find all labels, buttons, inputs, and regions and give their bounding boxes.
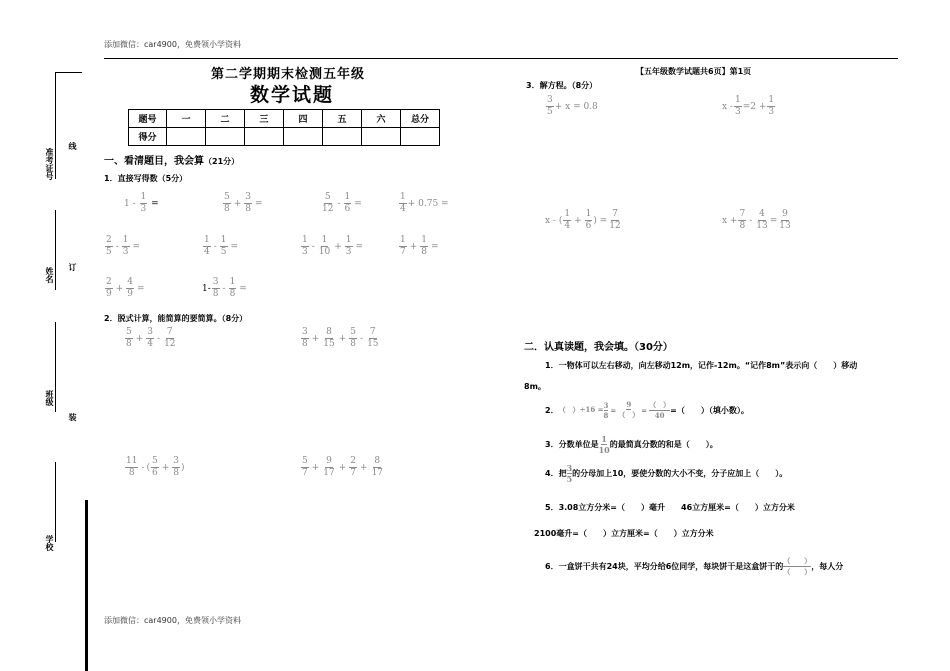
score-header-cell: 六 [362, 110, 401, 128]
calc-item-1: $\frac{5}{8}$ + $\frac{3}{4}$ - $\frac{7}{12}$ [126, 327, 176, 349]
side-line-3 [55, 322, 56, 412]
watermark-bottom: 添加微信：car4900，免费领小学资料 [104, 616, 241, 625]
score-cell[interactable] [167, 128, 206, 146]
page-info: 【五年级数学试题共6页】第1页 [636, 67, 752, 76]
direct-item-9: $\frac{2}{9}$ + $\frac{4}{9}$ = [106, 277, 145, 299]
equation-3: x - ( $\frac{1}{4}$ + $\frac{1}{6}$ ) = $\frac{7}{12}$ [545, 209, 621, 231]
direct-item-4: $\frac{1}{4}$ + 0.75 = [400, 192, 449, 214]
score-header-cell: 题号 [129, 110, 167, 128]
binding-zhuang: 装 [68, 413, 77, 421]
fill-q4: 4．把 3 5 的分母加上10，要使分数的大小不变，分子应加上（ ）。 [545, 463, 788, 484]
equation-2: x - $\frac{1}{3}$ =2 + $\frac{1}{3}$ [722, 95, 775, 117]
side-line-2 [55, 210, 56, 290]
binding-ding: 订 [68, 263, 77, 271]
section2-title: 二．认真读题，我会填。（30分） [524, 342, 673, 353]
fill-q1-cont: 8m。 [524, 382, 546, 391]
section3-heading: 3．解方程。（8分） [526, 81, 598, 90]
top-rule [104, 58, 898, 59]
direct-item-3: $\frac{5}{12}$ - $\frac{1}{6}$ = [322, 192, 362, 214]
score-header-cell: 二 [206, 110, 245, 128]
side-tick-1 [55, 72, 82, 73]
equation-1: $\frac{3}{5}$ + x = 0.8 [547, 95, 598, 117]
score-header-row [129, 110, 440, 128]
direct-item-7: $\frac{1}{3}$ - $\frac{1}{10}$ + $\frac{1}{3}$ = [302, 235, 364, 257]
score-header-cell: 一 [167, 110, 206, 128]
exam-subtitle: 数学试题 [250, 84, 335, 106]
watermark-top: 添加微信：car4900，免费领小学资料 [104, 40, 241, 49]
side-line-4 [55, 462, 56, 542]
score-table [128, 109, 440, 146]
class-label: 班级 [45, 390, 54, 406]
fill-q3: 3．分数单位是 1 10 的最简真分数的和是（ ）。 [545, 434, 718, 455]
direct-item-6: $\frac{1}{4}$ - $\frac{1}{5}$ = [204, 235, 239, 257]
section1-title: 一、看清题目，我会算（21分） [104, 156, 240, 167]
score-cell[interactable] [206, 128, 245, 146]
q2-heading: 2．脱式计算，能简算的要简算。（8分） [104, 314, 248, 323]
binding-xian: 线 [68, 142, 77, 150]
score-header-cell: 总分 [401, 110, 440, 128]
direct-item-1: 1 - $\frac{1}{3}$ = [124, 192, 159, 214]
calc-item-4: $\frac{5}{7}$ + $\frac{9}{17}$ + $\frac{2}{7}$ + $\frac{8}{17}$ [302, 456, 384, 478]
calc-item-2: $\frac{3}{8}$ + $\frac{8}{15}$ + $\frac{5}{8}$ - $\frac{7}{15}$ [302, 327, 379, 349]
score-cell[interactable] [362, 128, 401, 146]
score-header-cell: 三 [245, 110, 284, 128]
direct-item-10: 1- $\frac{3}{8}$ - $\frac{1}{8}$ = [202, 277, 247, 299]
score-row [129, 128, 440, 146]
equation-4: x + $\frac{7}{8}$ - $\frac{4}{13}$ = $\frac{9}{13}$ [722, 209, 791, 231]
score-row-label: 得分 [129, 128, 167, 146]
fill-q5a: 5．3.08立方分米=（ ）毫升 46立方厘米=（ ）立方分米 [545, 503, 795, 512]
score-header-cell: 四 [284, 110, 323, 128]
score-cell[interactable] [401, 128, 440, 146]
exam-number-label: 准考证号 [45, 148, 54, 180]
fill-q6: 6．一盒饼干共有24块，平均分给6位同学，每块饼干是这盒饼干的 （ ） （ ） ，每人分 [545, 556, 844, 576]
direct-item-8: $\frac{1}{7}$ + $\frac{1}{8}$ = [400, 235, 439, 257]
score-cell[interactable] [284, 128, 323, 146]
score-cell[interactable] [323, 128, 362, 146]
exam-title: 第二学期期末检测五年级 [211, 67, 366, 82]
calc-item-3: $\frac{11}{8}$ - ( $\frac{5}{6}$ + $\frac{3}{8}$ ) [126, 456, 185, 478]
name-label: 姓名 [45, 267, 54, 283]
score-cell[interactable] [245, 128, 284, 146]
fill-q1: 1．一物体可以左右移动，向左移动12m，记作-12m。“记作8m”表示向（ ）移动 [545, 361, 858, 370]
direct-item-2: $\frac{5}{8}$ + $\frac{3}{8}$ = [224, 192, 263, 214]
fill-q2: 2． （ ）÷16 = $\frac{3}{8}$ = 9 （ ） = （ ） 40 =（ ）（填小数）。 [545, 400, 749, 420]
q1-heading: 1．直接写得数（5分） [104, 174, 188, 183]
school-label: 学校 [45, 535, 54, 551]
binding-bar [85, 500, 88, 671]
fill-q5b: 2100毫升=（ ）立方厘米=（ ）立方分米 [534, 529, 714, 538]
direct-item-5: $\frac{2}{5}$ - $\frac{1}{3}$ = [106, 235, 141, 257]
score-header-cell: 五 [323, 110, 362, 128]
side-line-1 [55, 72, 56, 179]
